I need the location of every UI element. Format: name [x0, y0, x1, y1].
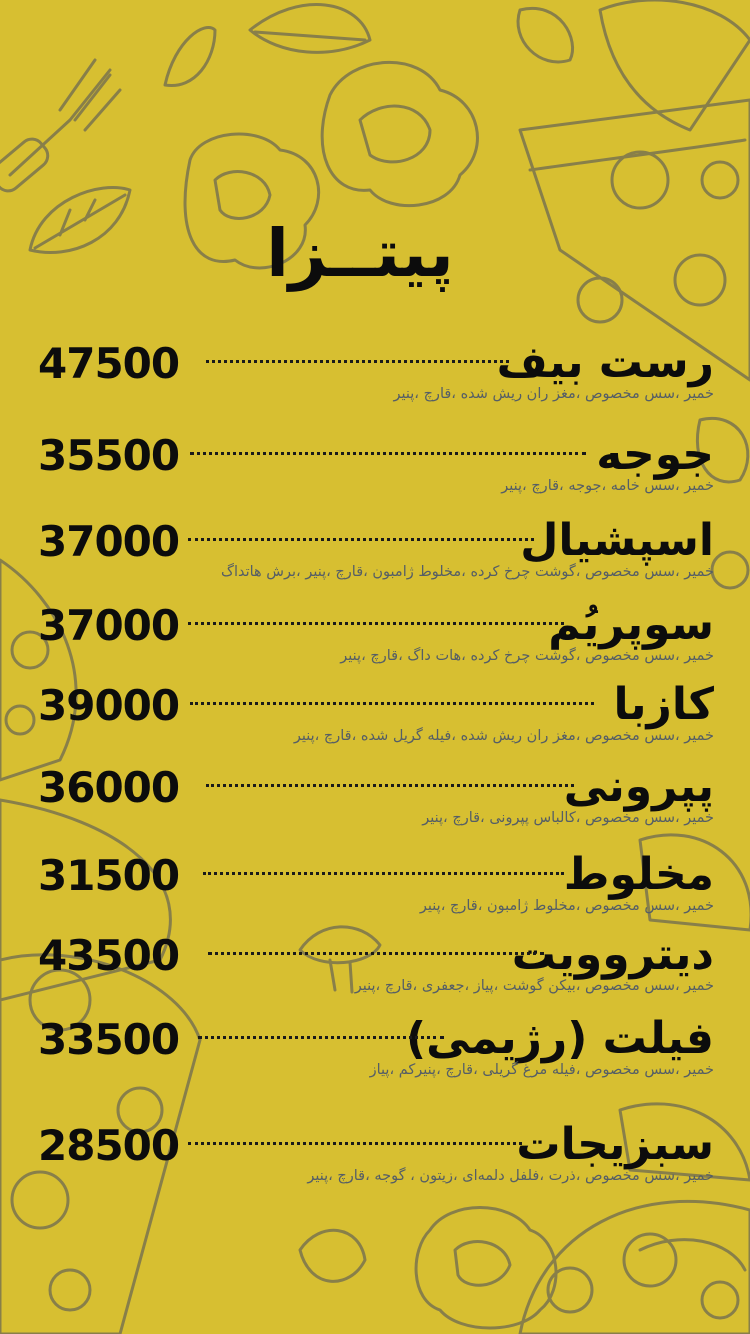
- menu-item-roast-beef: [38, 336, 714, 420]
- leader-dots: [206, 360, 509, 363]
- menu-item-vegetables: [38, 1118, 714, 1202]
- item-name: دیتروویت: [511, 929, 714, 980]
- item-name: اسپشیال: [520, 515, 714, 566]
- item-name: فیلت (رژیمی): [405, 1013, 714, 1064]
- leader-dots: [188, 622, 564, 625]
- item-description: خمیر ،سس مخصوص ،گوشت چرخ کرده ،مخلوط ژامبون ،قارچ ،پنیر ،برش هاتداگ: [220, 564, 714, 580]
- item-description: خمیر ،سس مخصوص ،فیله مرغ گریلی ،قارچ ،پنیرکم ،پیاز: [369, 1062, 714, 1078]
- menu-item-chicken: [38, 428, 714, 512]
- item-price: 39000: [38, 681, 180, 730]
- item-description: خمیر ،سس مخصوص ،مغز ران ریش شده ،فیله گریل شده ،قارچ ،پنیر: [293, 728, 714, 744]
- menu-item-fillet-diet: [38, 1012, 714, 1096]
- item-price: 31500: [38, 851, 180, 900]
- item-name: سبزیجات: [516, 1119, 714, 1170]
- item-name: جوجه: [596, 429, 714, 480]
- item-description: خمیر ،سس مخصوص ،کالباس پپرونی ،قارچ ،پنیر: [422, 810, 714, 826]
- menu-item-mixed: [38, 848, 714, 932]
- leader-dots: [203, 872, 564, 875]
- menu-item-kazba: [38, 678, 714, 762]
- menu-item-special: [38, 514, 714, 598]
- menu-item-supreme: [38, 598, 714, 682]
- item-price: 33500: [38, 1015, 180, 1064]
- menu-item-detroit: [38, 928, 714, 1012]
- item-name: رست بیف: [496, 337, 714, 388]
- leader-dots: [188, 538, 534, 541]
- item-price: 28500: [38, 1121, 180, 1170]
- leader-dots: [190, 452, 586, 455]
- leader-dots: [206, 784, 574, 787]
- leader-dots: [190, 702, 594, 705]
- item-price: 35500: [38, 431, 180, 480]
- item-description: خمیر ،سس مخصوص ،ذرت ،فلفل دلمه‌ای ،زیتون ، گوجه ،قارچ ،پنیر: [307, 1168, 714, 1184]
- item-description: خمیر ،سس مخصوص ،گوشت چرخ کرده ،هات داگ ،قارچ ،پنیر: [340, 648, 714, 664]
- item-name: مخلوط: [563, 849, 714, 900]
- leader-dots: [198, 1036, 444, 1039]
- item-price: 36000: [38, 763, 180, 812]
- menu-item-pepperoni: [38, 760, 714, 844]
- item-description: خمیر ،سس مخصوص ،مغز ران ریش شده ،قارچ ،پنیر: [393, 386, 714, 402]
- item-name: کازبا: [613, 679, 714, 730]
- item-name: سوپریُم: [548, 599, 714, 650]
- item-price: 47500: [38, 339, 180, 388]
- item-name: پپرونی: [563, 761, 714, 812]
- item-price: 37000: [38, 601, 180, 650]
- leader-dots: [208, 952, 544, 955]
- menu-title: پیتــزا: [266, 215, 454, 292]
- item-description: خمیر ،سس خامه ،جوجه ،قارچ ،پنیر: [501, 478, 714, 494]
- leader-dots: [188, 1142, 522, 1145]
- item-price: 43500: [38, 931, 180, 980]
- item-description: خمیر ،سس مخصوص ،بیکن گوشت ،پیاز ،جعفری ،قارچ ،پنیر: [354, 978, 714, 994]
- item-description: خمیر ،سس مخصوص ،مخلوط ژامبون ،قارچ ،پنیر: [419, 898, 714, 914]
- item-price: 37000: [38, 517, 180, 566]
